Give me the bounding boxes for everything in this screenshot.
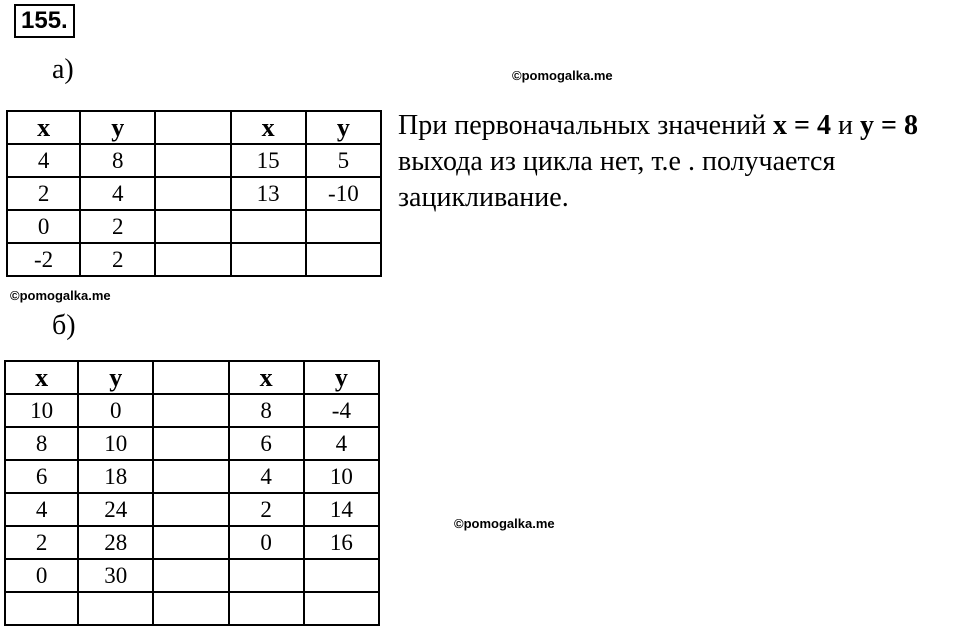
table-cell — [229, 592, 304, 625]
table-cell: 4 — [80, 177, 155, 210]
table-cell — [231, 243, 306, 276]
explanation-part-2: и — [831, 110, 860, 141]
table-cell — [153, 592, 228, 625]
table-header-cell: x — [229, 361, 304, 394]
table-header-row — [5, 361, 379, 394]
table-cell — [153, 427, 228, 460]
table-header-cell: x — [231, 111, 306, 144]
table-cell — [153, 526, 228, 559]
table-cell — [155, 144, 230, 177]
table-cell — [153, 460, 228, 493]
table-header-cell: x — [5, 361, 78, 394]
table-cell: 8 — [229, 394, 304, 427]
table-cell: 0 — [78, 394, 153, 427]
watermark: ©pomogalka.me — [454, 516, 555, 531]
table-row — [5, 460, 379, 493]
table-cell: -2 — [7, 243, 80, 276]
table-cell: 8 — [80, 144, 155, 177]
table-cell: 10 — [5, 394, 78, 427]
table-cell — [231, 210, 306, 243]
table-header-cell: x — [7, 111, 80, 144]
table-cell: 5 — [306, 144, 381, 177]
table-cell — [78, 592, 153, 625]
table-cell — [153, 493, 228, 526]
table-cell — [155, 243, 230, 276]
table-cell: 24 — [78, 493, 153, 526]
table-cell: 10 — [304, 460, 379, 493]
table-cell — [304, 592, 379, 625]
table-cell — [306, 243, 381, 276]
table-row — [5, 394, 379, 427]
table-cell: 0 — [7, 210, 80, 243]
table-cell: 4 — [304, 427, 379, 460]
table-row — [7, 144, 381, 177]
table-cell: 4 — [7, 144, 80, 177]
table-row — [5, 427, 379, 460]
table-header-cell — [153, 361, 228, 394]
watermark: ©pomogalka.me — [10, 288, 111, 303]
table-cell: 2 — [80, 210, 155, 243]
part-b-label: б) — [52, 310, 76, 341]
table-cell: 13 — [231, 177, 306, 210]
table-row — [5, 493, 379, 526]
table-cell: 15 — [231, 144, 306, 177]
watermark: ©pomogalka.me — [512, 68, 613, 83]
table-cell: 6 — [229, 427, 304, 460]
explanation-part-3: выхода из цикла нет, т.е . получается зацикливание. — [398, 146, 836, 213]
table-cell: 4 — [229, 460, 304, 493]
table-header-cell: y — [304, 361, 379, 394]
table-header-cell: y — [78, 361, 153, 394]
table-cell: 2 — [5, 526, 78, 559]
explanation-x-value: x = 4 — [773, 110, 832, 141]
table-cell: 10 — [78, 427, 153, 460]
explanation-y-value: y = 8 — [860, 110, 918, 141]
table-row — [7, 210, 381, 243]
table-cell: 4 — [5, 493, 78, 526]
table-header-row — [7, 111, 381, 144]
table-cell: 0 — [229, 526, 304, 559]
table-cell — [304, 559, 379, 592]
table-cell: 8 — [5, 427, 78, 460]
table-cell: 2 — [229, 493, 304, 526]
explanation-part-1: При первоначальных значений — [398, 110, 774, 141]
table-cell: 2 — [80, 243, 155, 276]
table-row — [5, 559, 379, 592]
table-cell: 16 — [304, 526, 379, 559]
table-cell: -4 — [304, 394, 379, 427]
table-cell — [155, 177, 230, 210]
table-part-a — [6, 110, 382, 277]
table-cell: 2 — [7, 177, 80, 210]
table-cell — [155, 210, 230, 243]
table-part-b — [4, 360, 380, 626]
table-header-cell: y — [80, 111, 155, 144]
table-cell: 28 — [78, 526, 153, 559]
table-row — [5, 592, 379, 625]
table-cell: 30 — [78, 559, 153, 592]
table-cell: 6 — [5, 460, 78, 493]
table-cell: 14 — [304, 493, 379, 526]
table-cell — [5, 592, 78, 625]
table-cell — [229, 559, 304, 592]
task-number: 155. — [14, 4, 75, 38]
table-cell: 0 — [5, 559, 78, 592]
table-header-cell: y — [306, 111, 381, 144]
table-cell — [153, 394, 228, 427]
table-cell: 18 — [78, 460, 153, 493]
table-header-cell — [155, 111, 230, 144]
part-a-label: а) — [52, 54, 74, 85]
table-row — [5, 526, 379, 559]
table-row — [7, 243, 381, 276]
table-row — [7, 177, 381, 210]
explanation-text — [398, 108, 958, 216]
table-cell — [153, 559, 228, 592]
table-cell — [306, 210, 381, 243]
table-cell: -10 — [306, 177, 381, 210]
